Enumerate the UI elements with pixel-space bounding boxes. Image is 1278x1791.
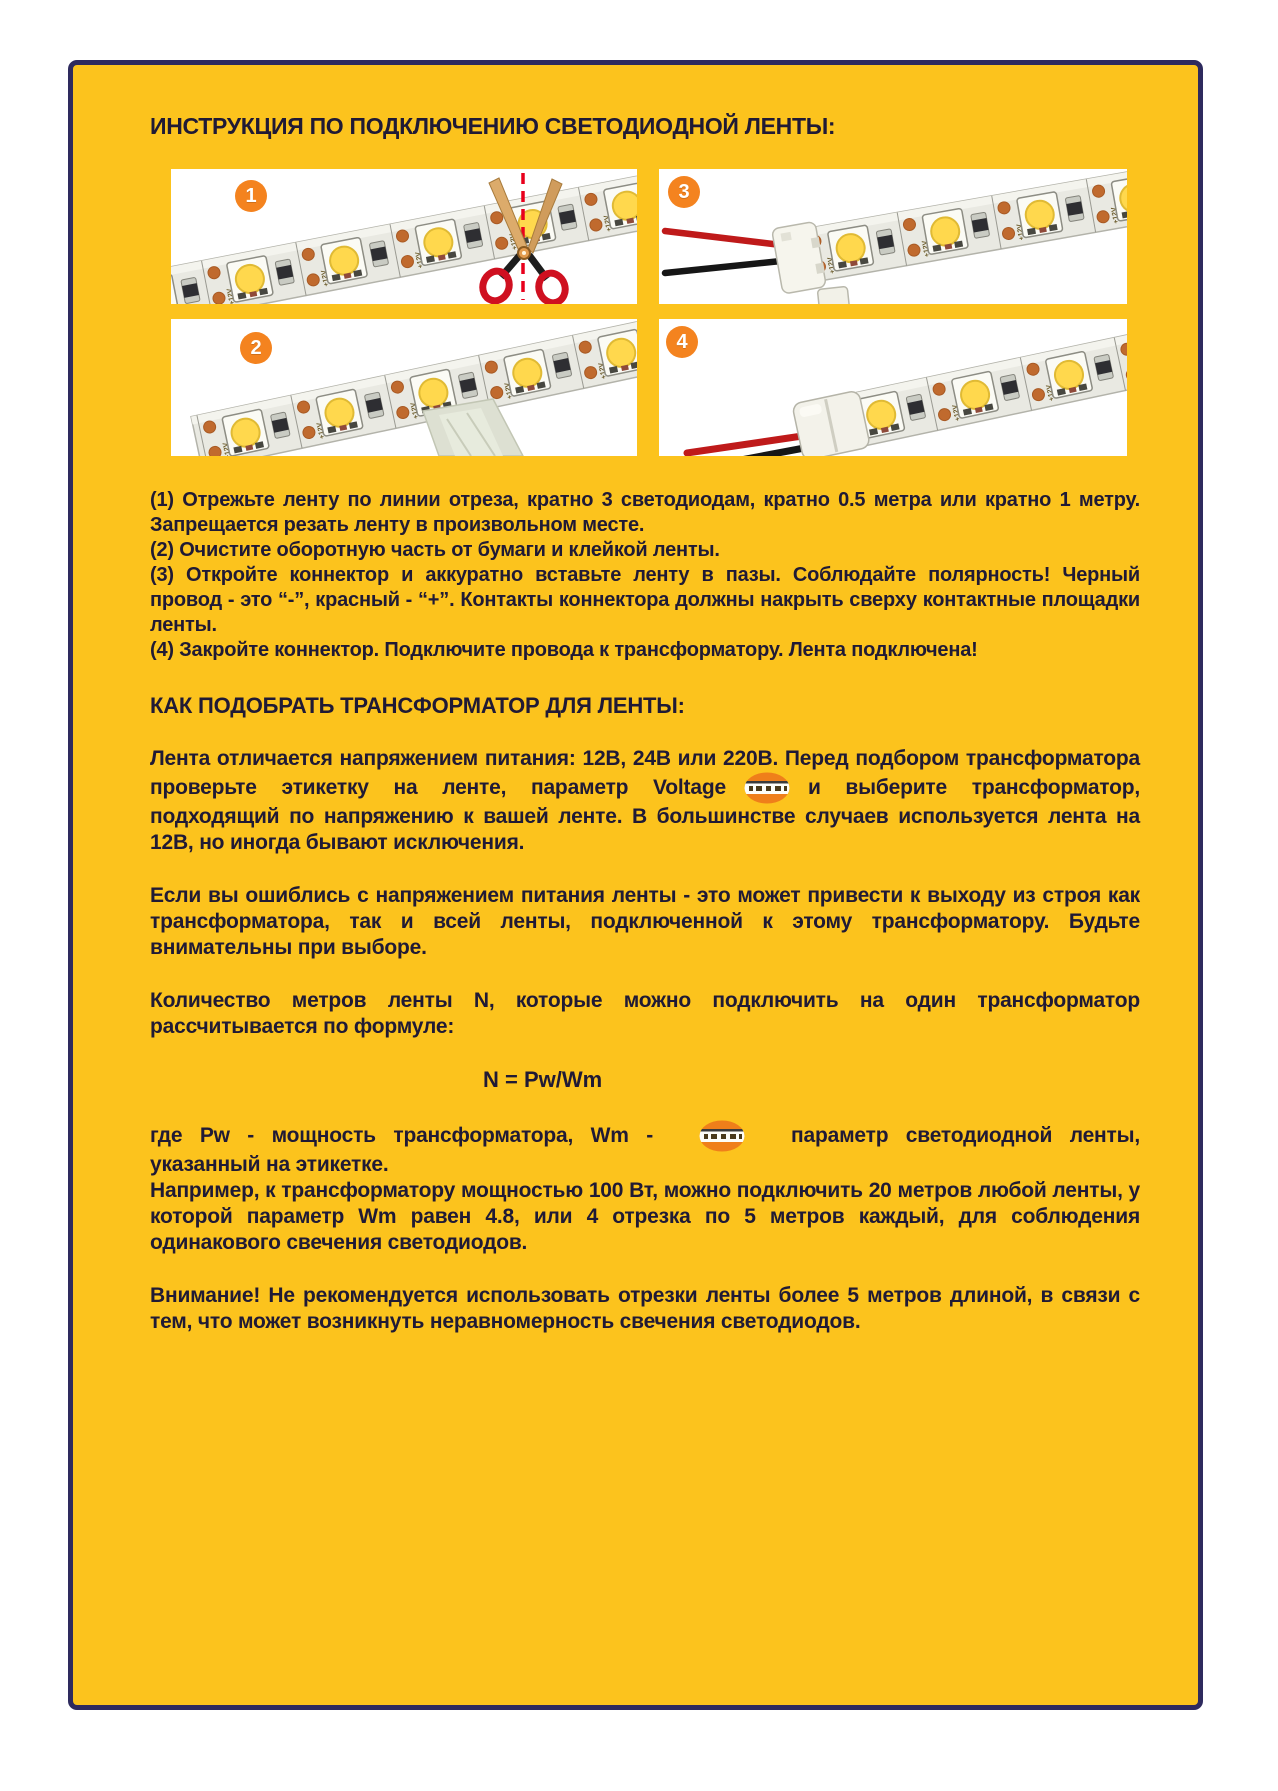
instruction-step3-text: (3) Откройте коннектор и аккуратно вставьте ленту в пазы. Соблюдайте полярность! Черный провод - это “-”, красный - “+”. Контакты коннектора должны накрыть сверху контактные площадки ленты.	[150, 563, 1140, 636]
open-connector-illustration	[659, 169, 1127, 304]
instruction-step2-text: (2) Очистите оборотную часть от бумаги и клейкой ленты.	[150, 538, 720, 561]
wm-text-before: где Pw - мощность трансформатора, Wm -	[150, 1123, 653, 1147]
instruction-leaflet-panel	[68, 60, 1203, 1710]
closed-connector-illustration	[659, 319, 1127, 456]
formula: N = Pw/Wm	[483, 1066, 603, 1092]
black-wire	[665, 261, 781, 273]
photo-step3-open-connector	[659, 169, 1127, 304]
voltage-text-before: Лента отличается напряжением питания: 12В, 24В или 220В. Перед подбором трансформатора проверьте этикетку на ленте, параметр Voltage	[150, 746, 1140, 799]
connector-closed	[792, 390, 871, 456]
step-number-badge: 2	[240, 332, 272, 364]
wm-definition-paragraph	[150, 1120, 1140, 1178]
attention-paragraph: Внимание! Не рекомендуется использовать отрезки ленты более 5 метров длиной, в связи с тем, что может возникнуть неравномерность свечения светодиодов.	[150, 1283, 1140, 1333]
photo-step2-peel-backing	[171, 319, 637, 456]
strip-label-sticker-icon	[699, 1120, 745, 1152]
wm-text-after: параметр светодиодной ленты, указанный на этикетке.	[150, 1123, 1140, 1176]
step-number-badge: 4	[666, 326, 698, 358]
voltage-text-after: и выберите трансформатор, подходящий по напряжению к вашей ленте. В большинстве случаев используется лента на 12В, но иногда бывают исключения.	[150, 775, 1140, 854]
transformer-section-heading: КАК ПОДОБРАТЬ ТРАНСФОРМАТОР ДЛЯ ЛЕНТЫ:	[150, 692, 685, 718]
step-photo-grid	[171, 169, 1127, 456]
led-strip	[827, 319, 1127, 452]
page-title: ИНСТРУКЦИЯ ПО ПОДКЛЮЧЕНИЮ СВЕТОДИОДНОЙ ЛЕНТЫ:	[150, 113, 836, 139]
red-wire	[665, 231, 781, 245]
photo-step1-cut-strip	[171, 169, 637, 304]
instruction-step4-text: (4) Закройте коннектор. Подключите провода к трансформатору. Лента подключена!	[150, 638, 978, 661]
instruction-step1-text: (1) Отрежьте ленту по линии отреза, кратно 3 светодиодам, кратно 0.5 метра или кратно 1 метру. Запрещается резать ленту в произвольном месте.	[150, 488, 1140, 536]
example-paragraph: Например, к трансформатору мощностью 100 Вт, можно подключить 20 метров любой ленты, у которой параметр Wm равен 4.8, или 4 отрезка по 5 метров каждый, для соблюдения одинакового свечения светодиодов.	[150, 1178, 1140, 1254]
strip-label-sticker-icon	[744, 772, 790, 804]
formula-intro-paragraph: Количество метров ленты N, которые можно подключить на один трансформатор рассчитывается по формуле:	[150, 988, 1140, 1038]
connection-instructions	[150, 488, 1140, 663]
step-number-badge: 3	[668, 176, 700, 208]
led-strip	[797, 169, 1127, 283]
photo-step4-closed-connector	[659, 319, 1127, 456]
step-number-badge: 1	[235, 180, 267, 212]
wrong-voltage-warning-paragraph: Если вы ошиблись с напряжением питания ленты - это может привести к выходу из строя как трансформатора, так и всей ленты, подключенной к этому трансформатору. Будьте внимательны при выборе.	[150, 883, 1140, 959]
voltage-paragraph	[150, 746, 1140, 856]
leaflet-content	[150, 113, 1140, 1335]
peel-backing-illustration	[171, 319, 637, 456]
